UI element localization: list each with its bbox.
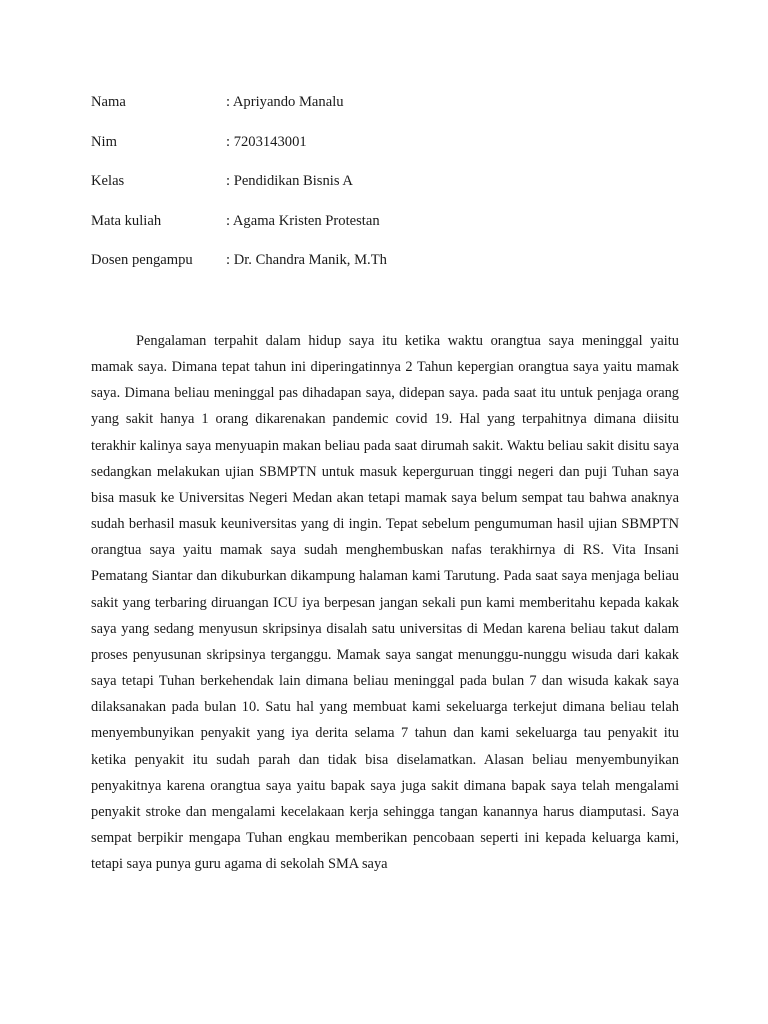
- identity-label: Kelas: [91, 173, 125, 190]
- student-identity-block: [91, 92, 691, 290]
- identity-value: : Agama Kristen Protestan: [226, 212, 380, 229]
- identity-value: : Pendidikan Bisnis A: [226, 173, 353, 190]
- identity-row-class: [91, 171, 691, 211]
- identity-label: Nama: [91, 94, 126, 110]
- body-paragraph: Pengalaman terpahit dalam hidup saya itu ketika waktu orangtua saya meninggal yaitu mamak saya. Dimana tepat tahun ini diperingatinnya 2 Tahun kepergian orangtua saya yaitu mamak saya. Dimana beliau meninggal pas dihadapan saya, didepan saya. pada saat itu untuk penjaga orang yang sakit hanya 1 orang dikarenakan pandemic covid 19. Hal yang terpahitnya dimana diisitu terakhir kalinya saya menyuapin makan beliau pada saat dirumah sakit. Waktu beliau sakit disitu saya sedangkan melakukan ujian SBMPTN untuk masuk keperguruan tinggi negeri dan puji Tuhan saya bisa masuk ke Universitas Negeri Medan akan tetapi mamak saya belum sempat tau bahwa anaknya sudah berhasil masuk keuniversitas yang di ingin. Tepat sebelum pengumuman hasil ujian SBMPTN orangtua saya yaitu mamak saya sudah menghembuskan nafas terakhirnya di RS. Vita Insani Pematang Siantar dan dikuburkan dikampung halaman kami Tarutung. Pada saat saya menjaga beliau sakit yang terbaring diruangan ICU iya berpesan jangan sekali pun kami memberitahu kepada kakak saya yang sedang menyusun skripsinya disalah satu universitas di Medan karena beliau takut dalam proses penyusunan skripsinya terganggu. Mamak saya sangat menunggu-nunggu wisuda dari kakak saya tetapi Tuhan berkehendak lain dimana beliau meninggal pada bulan 7 dan wisuda kakak saya dilaksanakan pada bulan 10. Satu hal yang membuat kami sekeluarga terkejut dimana beliau telah menyembunyikan penyakit yang iya derita selama 7 tahun dan kami sekeluarga tau penyakit itu ketika penyakit itu sudah parah dan tidak bisa diselamatkan. Alasan beliau menyembunyikan penyakitnya karena orangtua saya yaitu bapak saya juga sakit dimana bapak saya telah mengalami penyakit stroke dan mengalami kecelakaan kerja sehingga tangan kanannya harus diamputasi. Saya sempat berpikir mengapa Tuhan engkau memberikan pencobaan seperti ini kepada keluarga kami, tetapi saya punya guru agama di sekolah SMA saya: [91, 333, 679, 873]
- identity-value: : 7203143001: [226, 133, 307, 150]
- identity-value: : Apriyando Manalu: [226, 94, 344, 110]
- identity-row-lecturer: [91, 250, 691, 290]
- identity-label: Nim: [91, 133, 117, 150]
- identity-row-course: [91, 211, 691, 251]
- identity-label: Dosen pengampu: [91, 252, 193, 269]
- identity-label: Mata kuliah: [91, 212, 162, 229]
- identity-value: : Dr. Chandra Manik, M.Th: [226, 252, 387, 269]
- identity-row-name: [91, 92, 691, 132]
- identity-row-nim: [91, 132, 691, 172]
